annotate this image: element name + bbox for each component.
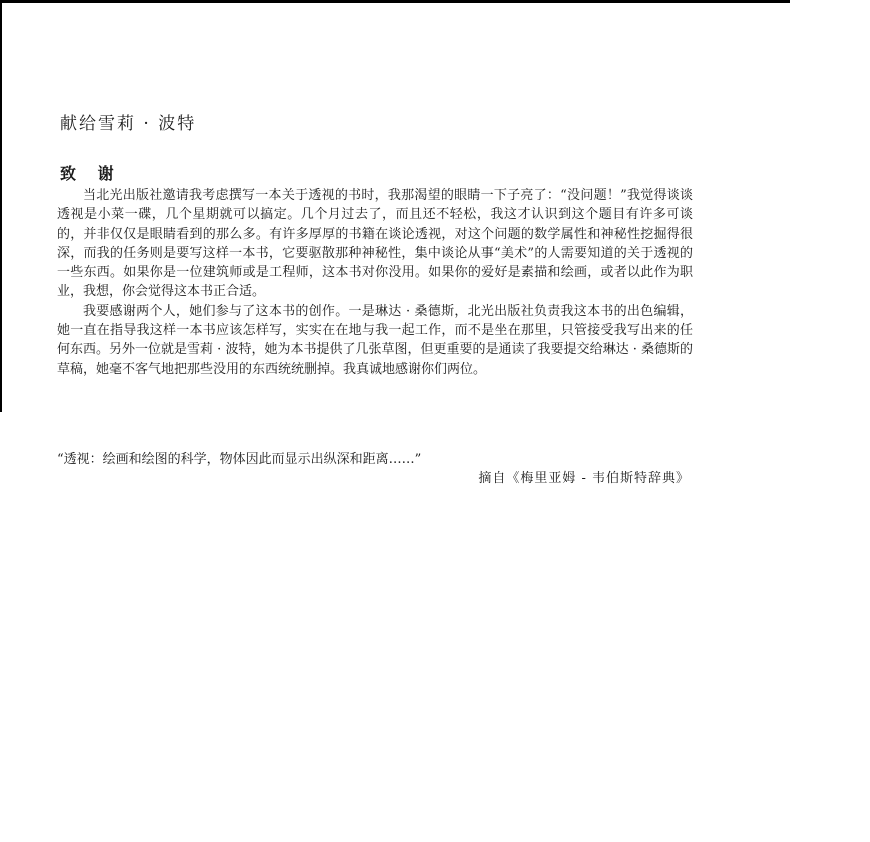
acknowledgements-body [57, 186, 693, 379]
acknowledgements-paragraph-1: 当北光出版社邀请我考虑撰写一本关于透视的书时，我那渴望的眼睛一下子亮了：“没问题！”我觉得谈谈透视是小菜一碟，几个星期就可以搞定。几个月过去了，而且还不轻松，我这才认识到这个题目有许多可谈的，并非仅仅是眼睛看到的那么多。有许多厚厚的书籍在谈论透视，对这个问题的数学属性和神秘性挖掘得很深，而我的任务则是要写这样一本书，它要驱散那种神秘性，集中谈论从事“美术”的人需要知道的关于透视的一些东西。如果你是一位建筑师或是工程师，这本书对你没用。如果你的爱好是素描和绘画，或者以此作为职业，我想，你会觉得这本书正合适。 [57, 188, 693, 300]
dedication-line: 献给雪莉 · 波特 [60, 114, 197, 134]
acknowledgements-paragraph-2: 我要感谢两个人，她们参与了这本书的创作。一是琳达 · 桑德斯，北光出版社负责我这本书的出色编辑，她一直在指导我这样一本书应该怎样写，实实在在地与我一起工作，而不是坐在那里，只管接受我写出来的任何东西。另外一位就是雪莉 · 波特，她为本书提供了几张草图，但更重要的是通读了我要提交给琳达 · 桑德斯的草稿，她毫不客气地把那些没用的东西统统删掉。我真诚地感谢你们两位。 [57, 303, 693, 377]
epigraph-quote: “透视：绘画和绘图的科学，物体因此而显示出纵深和距离……” [57, 452, 422, 467]
top-border-rule [0, 0, 790, 3]
acknowledgements-heading: 致 谢 [60, 164, 122, 183]
left-border-rule [0, 0, 2, 412]
epigraph-source: 摘自《梅里亚姆 - 韦伯斯特辞典》 [478, 471, 690, 486]
